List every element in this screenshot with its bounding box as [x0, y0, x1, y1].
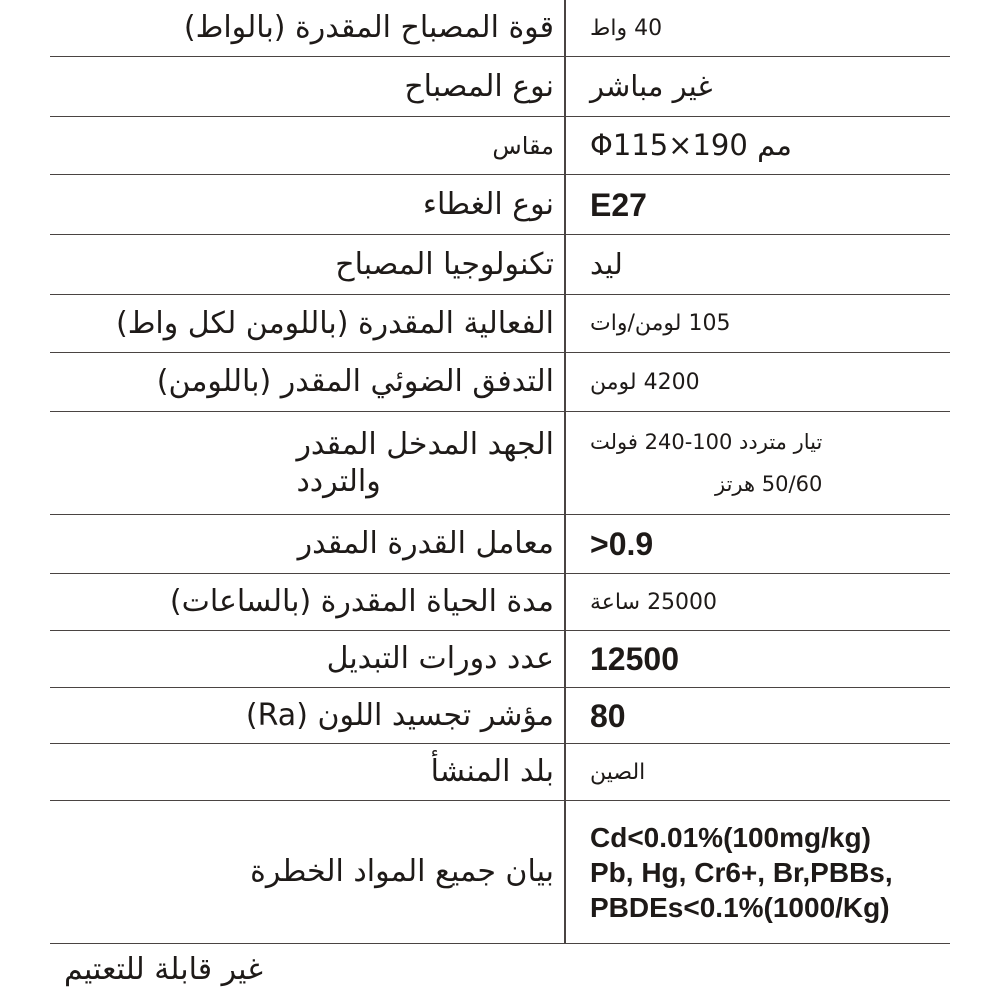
spec-value-text: تيار متردد 100-240 فولت 50/60 هرتز	[590, 430, 823, 496]
spec-label: الجهد المدخل المقدر والتردد	[296, 426, 554, 499]
spec-value	[590, 801, 950, 943]
spec-value-text: 25000 ساعة	[590, 589, 718, 615]
spec-row-country-of-origin	[50, 744, 950, 801]
spec-value	[590, 744, 950, 800]
spec-value-text: ليد	[590, 246, 623, 281]
spec-row-lifetime	[50, 574, 950, 631]
spec-row-input-voltage	[50, 412, 950, 515]
spec-label: معامل القدرة المقدر	[297, 526, 554, 562]
spec-value	[590, 0, 950, 56]
spec-value-text: >0.9	[590, 526, 654, 562]
spec-label: مدة الحياة المقدرة (بالساعات)	[169, 584, 554, 620]
spec-label: نوع المصباح	[404, 68, 554, 104]
spec-value-text: 12500	[590, 641, 679, 677]
spec-row-efficacy	[50, 295, 950, 353]
spec-value	[590, 175, 950, 234]
spec-sheet	[50, 0, 950, 1000]
spec-value	[590, 57, 950, 116]
spec-value	[590, 117, 950, 174]
spec-label: عدد دورات التبديل	[326, 641, 554, 677]
spec-row-size	[50, 117, 950, 175]
spec-row-technology	[50, 235, 950, 295]
spec-value	[590, 574, 950, 630]
spec-row-cap-type	[50, 175, 950, 235]
spec-label: نوع الغطاء	[422, 186, 554, 222]
spec-label: بيان جميع المواد الخطرة	[250, 854, 554, 890]
spec-value-text: 4200 لومن	[590, 369, 700, 395]
non-dimmable-note: غير قابلة للتعتيم	[64, 952, 263, 987]
spec-row-color-rendering	[50, 688, 950, 744]
spec-row-switching-cycles	[50, 631, 950, 688]
spec-row-rated-power	[50, 0, 950, 57]
spec-row-lamp-type	[50, 57, 950, 117]
spec-value	[590, 688, 950, 743]
spec-value	[590, 235, 950, 294]
spec-value	[590, 515, 950, 573]
spec-label: مؤشر تجسيد اللون (Ra)	[245, 697, 554, 733]
spec-value-text: الصين	[590, 759, 646, 785]
spec-value	[590, 412, 950, 514]
spec-value-text: 40 واط	[590, 15, 663, 41]
spec-label: تكنولوجيا المصباح	[335, 246, 554, 282]
spec-row-power-factor	[50, 515, 950, 574]
spec-value	[590, 353, 950, 411]
spec-value-text: 80	[590, 697, 626, 734]
spec-value-text: 105 لومن/وات	[590, 311, 731, 336]
spec-label: الفعالية المقدرة (باللومن لكل واط)	[115, 305, 554, 341]
spec-value-text: E27	[590, 186, 647, 223]
spec-value-text: غير مباشر	[590, 68, 713, 103]
spec-value-text: Cd<0.01%(100mg/kg) Pb, Hg, Cr6+, Br,PBBs, PBDEs<0.1%(1000/Kg)	[590, 821, 893, 923]
spec-row-luminous-flux	[50, 353, 950, 412]
spec-label: بلد المنشأ	[430, 754, 554, 790]
spec-label: التدفق الضوئي المقدر (باللومن)	[156, 364, 554, 400]
spec-row-hazardous-substances	[50, 801, 950, 944]
spec-value-text: Φ115×190 مم	[590, 127, 792, 162]
spec-value	[590, 295, 950, 352]
spec-label: مقاس	[492, 131, 554, 160]
spec-value	[590, 631, 950, 687]
spec-label: قوة المصباح المقدرة (بالواط)	[183, 10, 554, 46]
